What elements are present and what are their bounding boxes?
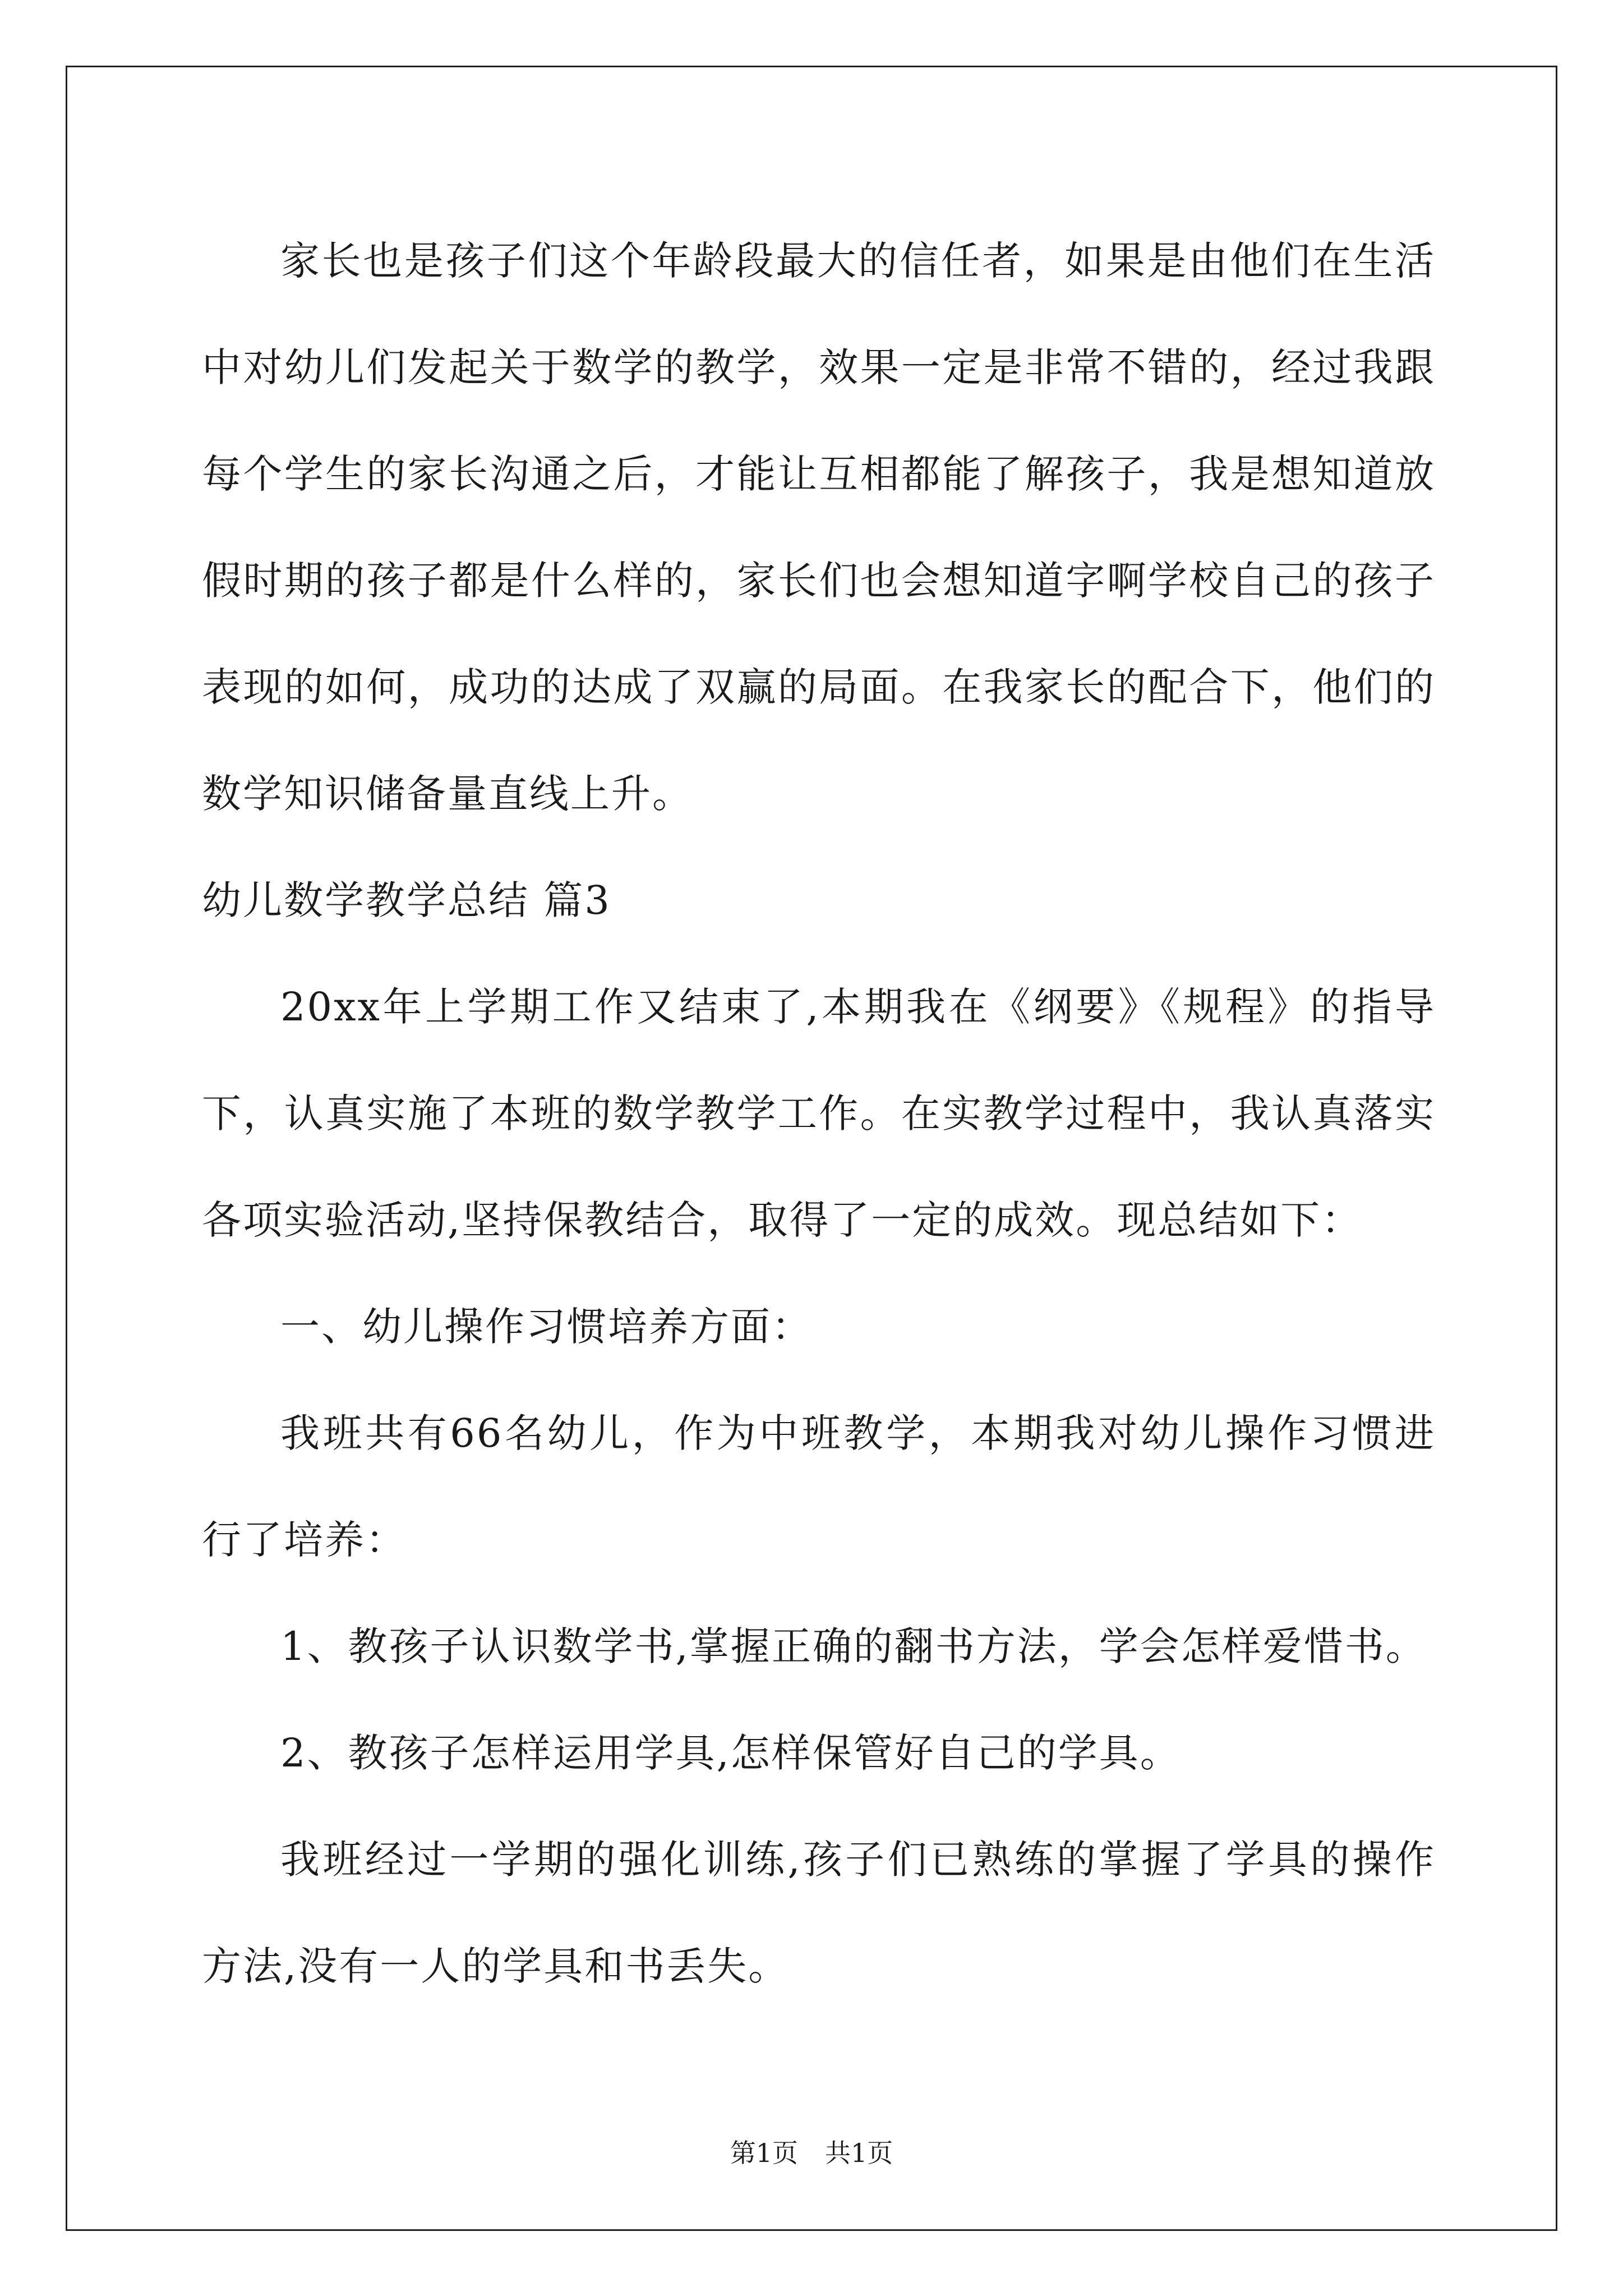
page-footer: [0, 2133, 1623, 2170]
paragraph-parent-cooperation: 家长也是孩子们这个年龄段最大的信任者，如果是由他们在生活中对幼儿们发起关于数学的教学，效果一定是非常不错的，经过我跟每个学生的家长沟通之后，才能让互相都能了解孩子，我是想知道放假时期的孩子都是什么样的，家长们也会想知道字啊学校自己的孩子表现的如何，成功的达成了双赢的局面。在我家长的配合下，他们的数学知识储备量直线上升。: [202, 238, 1436, 817]
list-item-1: 1、教孩子认识数学书,掌握正确的翻书方法，学会怎样爱惜书。: [280, 1623, 1427, 1669]
paragraph-class-info: 我班共有66名幼儿，作为中班教学，本期我对幼儿操作习惯进行了培养：: [202, 1410, 1436, 1563]
paragraph-subheading: 一、幼儿操作习惯培养方面：: [280, 1304, 813, 1350]
section-heading: 幼儿数学教学总结 篇3: [202, 877, 611, 923]
paragraph-result: 我班经过一学期的强化训练,孩子们已熟练的掌握了学具的操作方法,没有一人的学具和书丢失。: [202, 1837, 1436, 1989]
page-number: 第1页: [730, 2138, 798, 2168]
page-total: 共1页: [825, 2138, 893, 2168]
paragraph-intro: 20xx年上学期工作又结束了,本期我在《纲要》《规程》的指导下，认真实施了本班的数学教学工作。在实教学过程中，我认真落实各项实验活动,坚持保教结合，取得了一定的成效。现总结如下：: [202, 984, 1436, 1243]
document-body: [202, 208, 1436, 2019]
list-item-2: 2、教孩子怎样运用学具,怎样保管好自己的学具。: [280, 1730, 1181, 1776]
